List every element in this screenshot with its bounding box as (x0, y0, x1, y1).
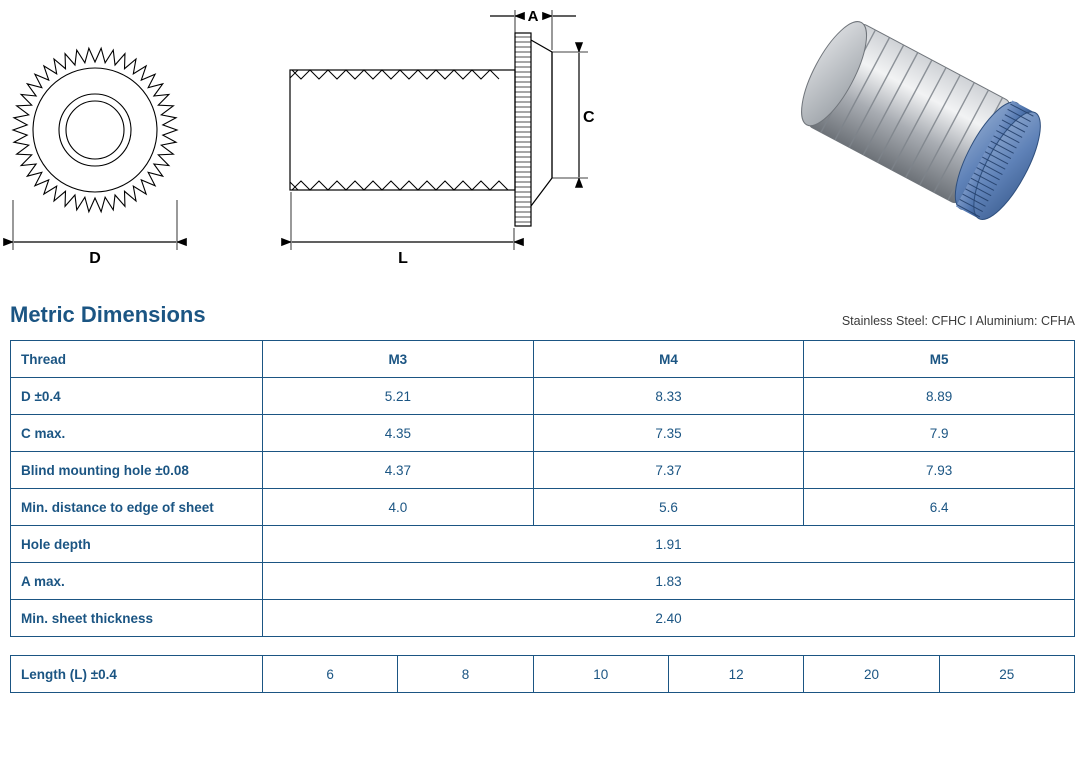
cell-value: 4.0 (263, 489, 534, 526)
material-note (842, 314, 1075, 328)
table-row (11, 415, 1075, 452)
dimension-label-a: A (527, 8, 539, 25)
table-row (11, 452, 1075, 489)
dimension-label-l: L (398, 250, 408, 267)
shank-outline (290, 70, 515, 190)
cell-value: 8.89 (804, 378, 1075, 415)
cell-value: 7.93 (804, 452, 1075, 489)
chamfer-top (290, 70, 298, 78)
table-row (11, 378, 1075, 415)
length-value: 12 (668, 656, 803, 693)
metric-dimensions-table (10, 340, 1075, 637)
material-note-stainless: Stainless Steel: CFHC (841, 314, 967, 328)
thread-profile-bottom (292, 181, 508, 190)
lengths-row-label: Length (L) ±0.4 (11, 656, 263, 693)
length-value: 6 (263, 656, 398, 693)
header-m5: M5 (804, 341, 1075, 378)
material-note-aluminium: Aluminium: CFHA (975, 314, 1075, 328)
side-view-threaded-stud (290, 8, 595, 267)
isometric-render-stud (788, 11, 1053, 228)
cell-value: 5.6 (533, 489, 804, 526)
dimension-label-c: C (583, 109, 595, 126)
chamfer-bottom (290, 182, 298, 190)
dimension-label-d: D (89, 250, 101, 267)
lengths-row (11, 656, 1075, 693)
cell-value: 4.37 (263, 452, 534, 489)
length-value: 8 (398, 656, 533, 693)
cell-value: 5.21 (263, 378, 534, 415)
row-label: Min. distance to edge of sheet (11, 489, 263, 526)
length-value: 10 (533, 656, 668, 693)
page-title: Metric Dimensions (10, 302, 206, 327)
header-m4: M4 (533, 341, 804, 378)
row-label: Min. sheet thickness (11, 600, 263, 637)
front-view-knurled-head (1, 0, 188, 267)
header-thread: Thread (11, 341, 263, 378)
cell-value-merged: 1.83 (263, 563, 1075, 600)
table-row (11, 526, 1075, 563)
row-label: C max. (11, 415, 263, 452)
row-label: Hole depth (11, 526, 263, 563)
thread-profile-top (292, 70, 499, 79)
table-row (11, 563, 1075, 600)
table-gap (0, 637, 1085, 655)
row-label: D ±0.4 (11, 378, 263, 415)
lengths-table (10, 655, 1075, 693)
cell-value-merged: 1.91 (263, 526, 1075, 563)
header-m3: M3 (263, 341, 534, 378)
cell-value: 7.9 (804, 415, 1075, 452)
cell-value: 6.4 (804, 489, 1075, 526)
section-header (10, 300, 1075, 340)
knurl-hatching (515, 37, 531, 222)
cell-value-merged: 2.40 (263, 600, 1075, 637)
drawing-canvas (0, 0, 1085, 300)
cell-value: 8.33 (533, 378, 804, 415)
table-header-row (11, 341, 1075, 378)
table-row (11, 489, 1075, 526)
material-note-separator: I (969, 314, 973, 328)
row-label: Blind mounting hole ±0.08 (11, 452, 263, 489)
cell-value: 7.35 (533, 415, 804, 452)
cell-value: 4.35 (263, 415, 534, 452)
cell-value: 7.37 (533, 452, 804, 489)
row-label: A max. (11, 563, 263, 600)
length-value: 20 (804, 656, 939, 693)
table-row (11, 600, 1075, 637)
technical-drawings (0, 0, 1085, 300)
head-taper-profile (531, 40, 552, 206)
length-value: 25 (939, 656, 1074, 693)
